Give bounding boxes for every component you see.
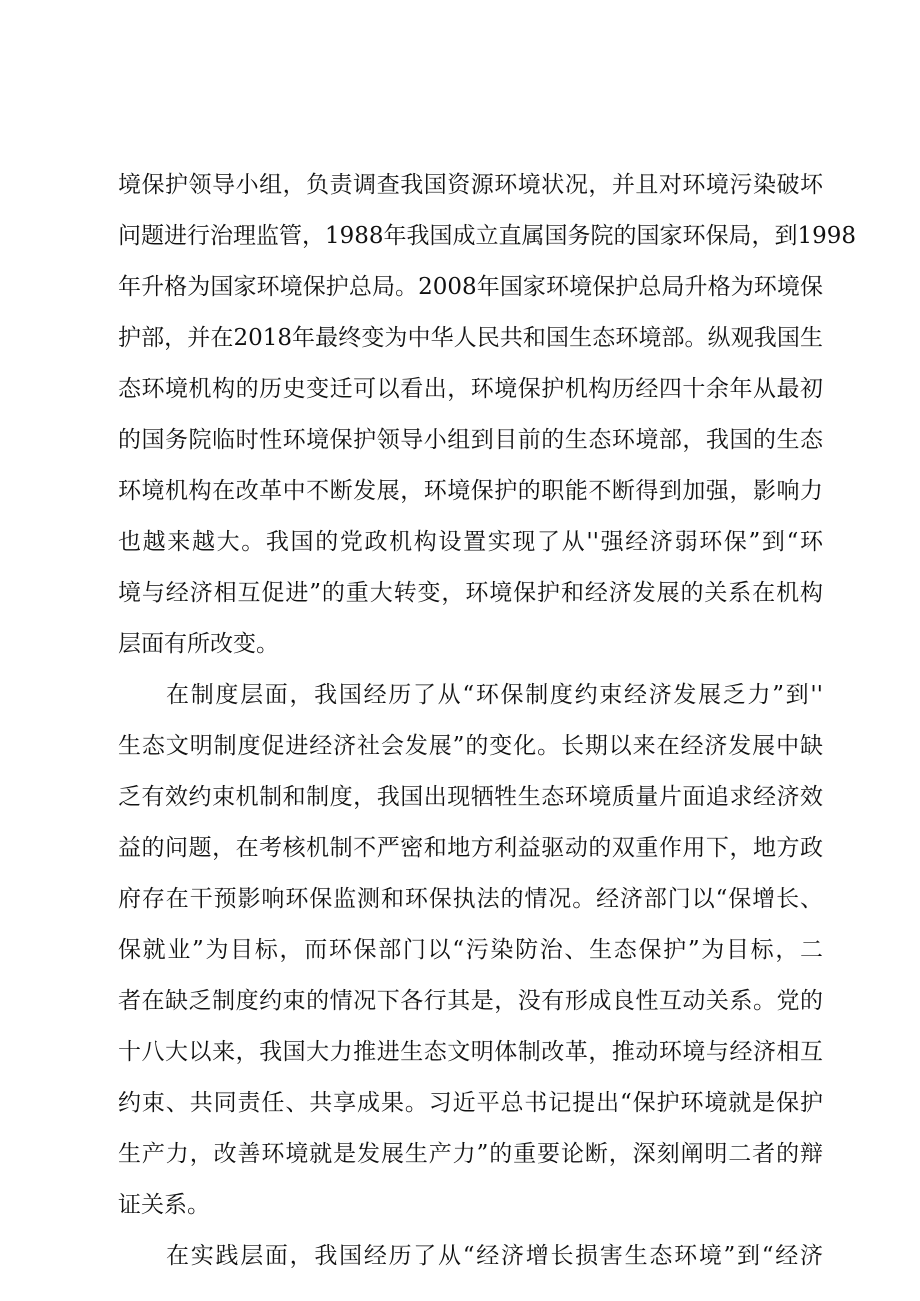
text-line: 态环境机构的历史变迁可以看出，环境保护机构历经四十余年从最初 [118,376,823,402]
paragraph-system [118,670,823,1231]
text-line: 问题进行治理监管，1988年我国成立直属国务院的国家环保局，到1998 [118,223,857,249]
text-line: 保就业”为目标，而环保部门以“污染防治、生态保护”为目标，二 [118,937,823,963]
text-line: 环境机构在改革中不断发展，环境保护的职能不断得到加强，影响力 [118,478,823,504]
text-line: 十八大以来，我国大力推进生态文明体制改革，推动环境与经济相互 [118,1039,823,1065]
paragraph-institutions [118,160,857,670]
text-line: 者在缺乏制度约束的情况下各行其是，没有形成良性互动关系。党的 [118,988,823,1014]
text-line: 乏有效约束机制和制度，我国出现牺牲生态环境质量片面追求经济效 [118,784,823,810]
paragraph-practice [118,1231,823,1282]
text-line: 护部，并在2018年最终变为中华人民共和国生态环境部。纵观我国生 [118,325,823,351]
text-line: 层面有所改变。 [118,631,279,657]
text-line: 生态文明制度促进经济社会发展”的变化。长期以来在经济发展中缺 [118,733,823,759]
text-line: 约束、共同责任、共享成果。习近平总书记提出“保护环境就是保护 [118,1090,823,1116]
text-line: 在制度层面，我国经历了从“环保制度约束经济发展乏力”到'' [166,682,823,708]
text-line: 益的问题，在考核机制不严密和地方利益驱动的双重作用下，地方政 [118,835,823,861]
text-line: 也越来越大。我国的党政机构设置实现了从''强经济弱环保”到“环 [118,529,823,555]
text-line: 的国务院临时性环境保护领导小组到目前的生态环境部，我国的生态 [118,427,823,453]
text-line: 府存在干预影响环保监测和环保执法的情况。经济部门以“保增长、 [118,886,823,912]
text-line: 年升格为国家环境保护总局。2008年国家环境保护总局升格为环境保 [118,274,823,300]
text-line: 生产力，改善环境就是发展生产力”的重要论断，深刻阐明二者的辩 [118,1141,823,1167]
text-line: 证关系。 [118,1192,210,1218]
text-line: 境保护领导小组，负责调查我国资源环境状况，并且对环境污染破坏 [118,172,823,198]
body-text [118,160,857,1282]
text-line: 在实践层面，我国经历了从“经济增长损害生态环境”到“经济 [166,1243,823,1269]
text-line: 境与经济相互促进”的重大转变，环境保护和经济发展的关系在机构 [118,580,823,606]
